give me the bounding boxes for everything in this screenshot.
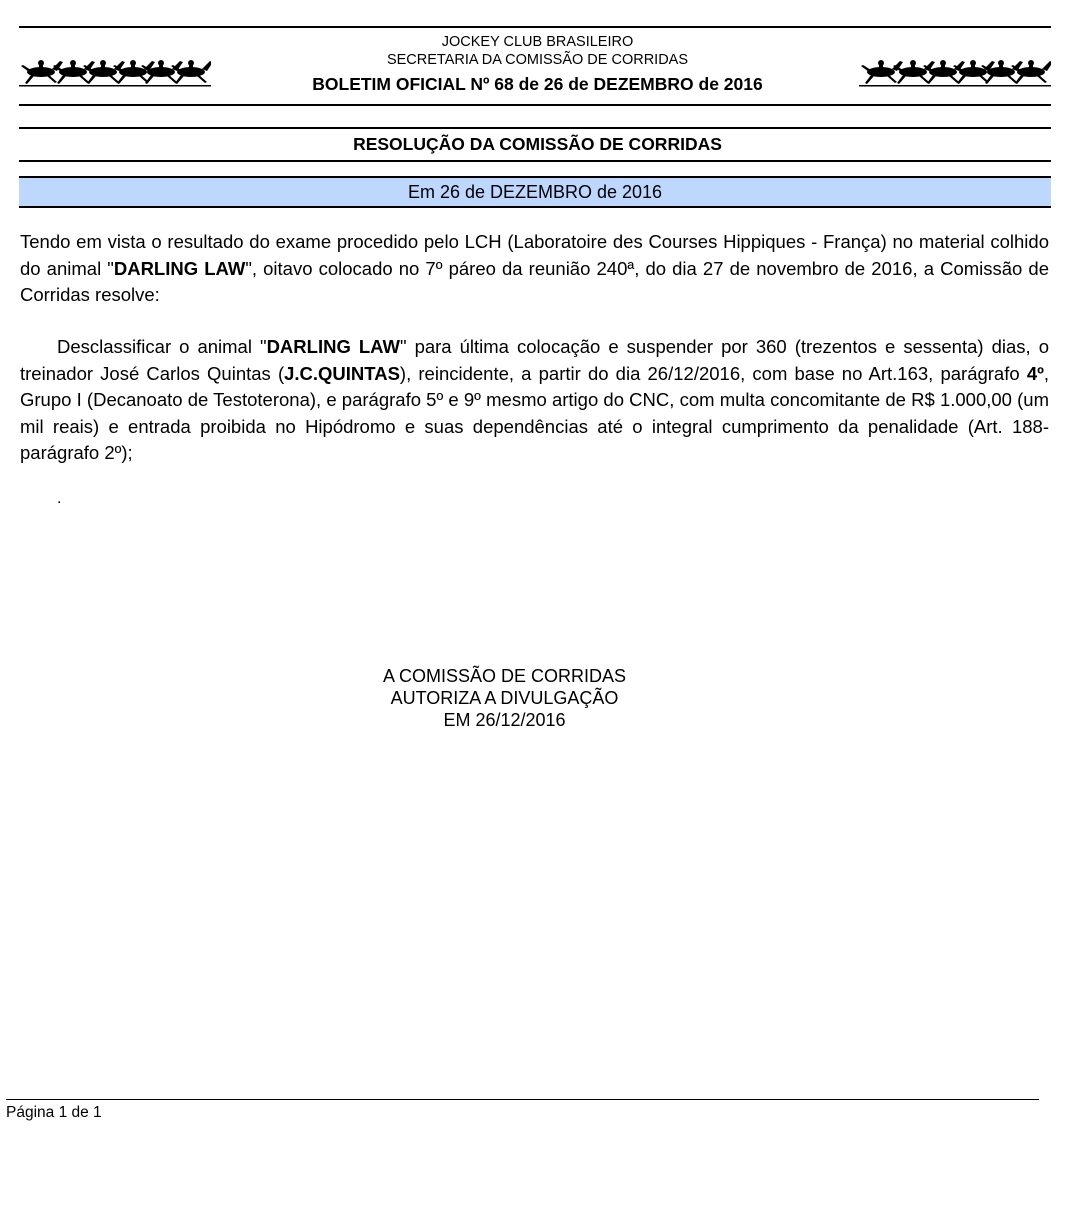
org-name: JOCKEY CLUB BRASILEIRO <box>441 34 634 50</box>
header-bottom-rule <box>19 104 1051 106</box>
department-name: SECRETARIA DA COMISSÃO DE CORRIDAS <box>386 52 689 68</box>
paragraph-2-text-a: Desclassificar o animal " <box>57 336 267 357</box>
paragraph-2 <box>20 334 1049 467</box>
paragraph-1 <box>20 229 1049 309</box>
title-bottom-rule <box>19 160 1051 162</box>
horse-name: DARLING LAW <box>266 336 400 357</box>
paragraph-1-text-b: ", oitavo colocado no 7º páreo da reunião 240ª, do dia 27 de novembro de 2016, a Comissão de Corridas resolve: <box>20 257 1050 305</box>
title-top-rule <box>19 127 1051 129</box>
horse-name: DARLING LAW <box>113 257 246 279</box>
paragraph-number: 4º <box>1026 362 1044 384</box>
stray-dot: . <box>57 490 62 507</box>
trainer-name: J.C.QUINTAS <box>284 362 400 384</box>
paragraph-2-text-c: ), reincidente, a partir do dia 26/12/2016, com base no Art.163, parágrafo <box>399 362 1027 384</box>
date-band: Em 26 de DEZEMBRO de 2016 <box>19 176 1051 208</box>
page-number: Página 1 de 1 <box>6 1104 102 1121</box>
signature-line-2: AUTORIZA A DIVULGAÇÃO <box>390 688 619 708</box>
paragraph-1-text-a: Tendo em vista o resultado do exame procedido pelo LCH (Laboratoire des Courses Hippiques - França) no material colhido do animal " <box>20 231 1049 279</box>
signature-line-3: EM 26/12/2016 <box>443 710 566 730</box>
signature-line-1: A COMISSÃO DE CORRIDAS <box>382 666 627 686</box>
paragraph-2-text-b: " para última colocação e suspender por 360 (trezentos e sessenta) dias, o treinador José Carlos Quintas ( <box>20 336 1049 384</box>
header-top-rule <box>19 26 1051 28</box>
bulletin-title: BOLETIM OFICIAL Nº 68 de 26 de DEZEMBRO de 2016 <box>312 74 763 94</box>
footer-rule <box>6 1099 1039 1100</box>
resolution-title: RESOLUÇÃO DA COMISSÃO DE CORRIDAS <box>353 134 722 154</box>
paragraph-2-text-d: , Grupo I (Decanoato de Testoterona), e parágrafo 5º e 9º mesmo artigo do CNC, com multa concomitante de R$ 1.000,00 (um mil reais) e entrada proibida no Hipódromo e suas dependências até o integral cumprimento da penalidade (Art. 188-parágrafo 2º); <box>20 362 1049 463</box>
